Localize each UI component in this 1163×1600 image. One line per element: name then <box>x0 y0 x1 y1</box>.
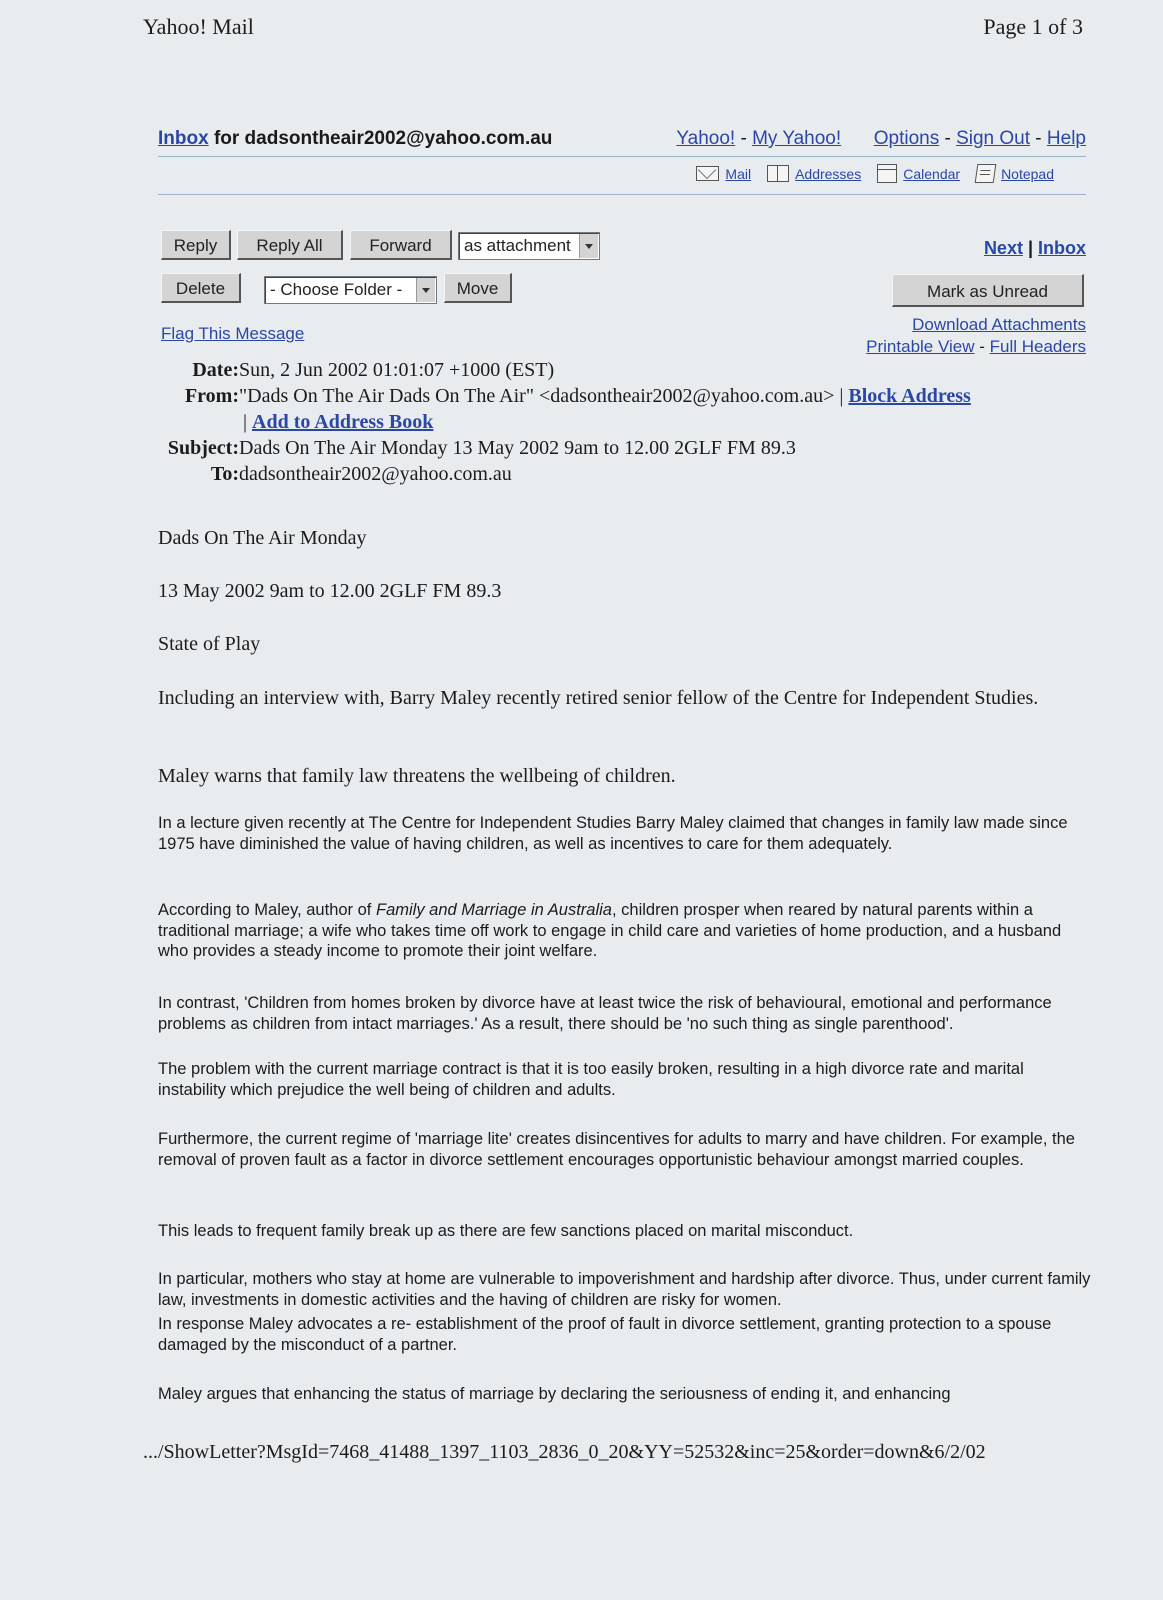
separator: - <box>735 128 753 149</box>
body-paragraph <box>158 900 1093 962</box>
sign-out-link[interactable]: Sign Out <box>956 128 1031 149</box>
date-value: Sun, 2 Jun 2002 01:01:07 +1000 (EST) <box>239 359 555 381</box>
from-row <box>158 383 1088 409</box>
add-to-address-book-link[interactable]: Add to Address Book <box>252 411 434 433</box>
global-links <box>676 128 1086 150</box>
body-paragraph: Furthermore, the current regime of 'marriage lite' creates disincentives for adults to marry and have children. For example, the removal of proven fault as a factor in divorce settlement encourages opportunistic behaviour amongst married couples. <box>158 1130 1075 1169</box>
download-attachments-link[interactable]: Download Attachments <box>912 315 1086 334</box>
print-page-number: Page 1 of 3 <box>983 14 1083 39</box>
forward-mode-select[interactable] <box>458 232 600 260</box>
paragraph-text: According to Maley, author of <box>158 901 376 919</box>
paragraph-text: , children prosper when reared by natural parents within a traditional marriage; a wife who takes time off work to engage in child care and varieties of home production, and a husband who provides a steady income to promote their joint welfare. <box>158 901 1062 960</box>
message-actions <box>866 314 1086 358</box>
notepad-icon <box>975 164 997 183</box>
account-label: for dadsontheair2002@yahoo.com.au <box>208 128 553 149</box>
add-address-row <box>158 409 1088 435</box>
reply-button[interactable]: Reply <box>161 230 231 260</box>
nav-calendar-label[interactable]: Calendar <box>903 165 961 182</box>
body-paragraph: In response Maley advocates a re- establishment of the proof of fault in divorce settlement, granting protection to a spouse damaged by the misconduct of a partner. <box>158 1315 1052 1354</box>
chevron-down-icon[interactable] <box>416 278 435 302</box>
to-label: To: <box>210 463 239 485</box>
inbox-title <box>158 128 552 150</box>
calendar-icon <box>877 164 897 183</box>
folder-select[interactable] <box>264 276 437 304</box>
envelope-icon <box>696 166 719 181</box>
body-line: Maley warns that family law threatens the wellbeing of children. <box>158 765 676 787</box>
folder-select-value: - Choose Folder - <box>270 280 403 299</box>
from-label: From: <box>184 385 239 407</box>
print-footer-url: .../ShowLetter?MsgId=7468_41488_1397_1103_2836_0_20&YY=52532&inc=25&order=down&6/2/02 <box>143 1441 986 1463</box>
body-line: Dads On The Air Monday <box>158 527 367 549</box>
body-line: State of Play <box>158 633 261 655</box>
subject-label: Subject: <box>167 437 239 459</box>
mail-topbar <box>158 126 1086 157</box>
message-headers <box>158 357 1088 487</box>
body-paragraph: The problem with the current marriage contract is that it is too easily broken, resulting in a high divorce rate and marital instability which prejudice the well being of children and adults. <box>158 1060 1024 1099</box>
full-headers-link[interactable]: Full Headers <box>989 337 1086 356</box>
address-book-icon <box>767 165 789 182</box>
subject-value: Dads On The Air Monday 13 May 2002 9am to 12.00 2GLF FM 89.3 <box>239 437 796 459</box>
separator: - <box>1030 128 1047 149</box>
help-link[interactable]: Help <box>1046 128 1086 149</box>
body-paragraph: This leads to frequent family break up as there are few sanctions placed on marital misconduct. <box>158 1222 854 1240</box>
from-value: "Dads On The Air Dads On The Air" <dadsontheair2002@yahoo.com.au> | <box>239 385 849 407</box>
move-button[interactable]: Move <box>444 273 512 303</box>
body-paragraph: In contrast, 'Children from homes broken by divorce have at least twice the risk of behavioural, emotional and performance problems as children from intact marriages.' As a result, there should be 'no such thing as single parenthood'. <box>158 994 1052 1033</box>
separator: | <box>1022 238 1038 258</box>
nav-mail[interactable] <box>696 166 751 182</box>
message-nav <box>984 238 1086 259</box>
date-row <box>158 357 1088 383</box>
forward-mode-value: as attachment <box>464 236 571 255</box>
options-link[interactable]: Options <box>873 128 940 149</box>
subject-row <box>158 435 1088 461</box>
nav-notepad-label[interactable]: Notepad <box>1001 165 1054 182</box>
printable-view-link[interactable]: Printable View <box>866 337 975 356</box>
delete-button[interactable]: Delete <box>161 273 241 303</box>
separator: | <box>243 411 253 433</box>
inbox-nav-link[interactable]: Inbox <box>1038 238 1086 258</box>
nav-mail-label[interactable]: Mail <box>725 165 752 182</box>
reply-all-button[interactable]: Reply All <box>237 230 343 260</box>
yahoo-link[interactable]: Yahoo! <box>676 128 736 149</box>
to-row <box>158 461 1088 487</box>
mark-as-unread-button[interactable]: Mark as Unread <box>892 274 1084 307</box>
nav-notepad[interactable] <box>976 164 1054 183</box>
body-paragraph: In particular, mothers who stay at home are vulnerable to impoverishment and hardship after divorce. Thus, under current family law, investments in domestic activities and the having of children are risky for women. <box>158 1270 1091 1309</box>
nav-calendar[interactable] <box>877 164 960 183</box>
nav-addresses-label[interactable]: Addresses <box>795 165 862 182</box>
body-line: 13 May 2002 9am to 12.00 2GLF FM 89.3 <box>158 580 502 602</box>
separator: - <box>939 128 957 149</box>
forward-button[interactable]: Forward <box>350 230 452 260</box>
body-paragraph: In a lecture given recently at The Centre for Independent Studies Barry Maley claimed that changes in family law made since 1975 have diminished the value of having children, as well as incentives to care for them adequately. <box>158 814 1068 853</box>
sub-navigation <box>158 160 1086 195</box>
flag-message-link[interactable]: Flag This Message <box>161 324 305 343</box>
inbox-link[interactable]: Inbox <box>158 128 209 149</box>
chevron-down-icon[interactable] <box>579 234 598 258</box>
my-yahoo-link[interactable]: My Yahoo! <box>752 128 842 149</box>
to-value: dadsontheair2002@yahoo.com.au <box>239 463 512 485</box>
body-line: Including an interview with, Barry Maley recently retired senior fellow of the Centre for Independent Studies. <box>158 687 1039 709</box>
body-paragraph: Maley argues that enhancing the status of marriage by declaring the seriousness of ending it, and enhancing <box>158 1385 951 1403</box>
book-title: Family and Marriage in Australia <box>375 901 612 919</box>
print-app-title: Yahoo! Mail <box>143 14 254 39</box>
separator: - <box>974 337 990 356</box>
nav-addresses[interactable] <box>767 165 861 182</box>
date-label: Date: <box>192 359 239 381</box>
block-address-link[interactable]: Block Address <box>848 385 971 407</box>
next-link[interactable]: Next <box>983 238 1023 258</box>
